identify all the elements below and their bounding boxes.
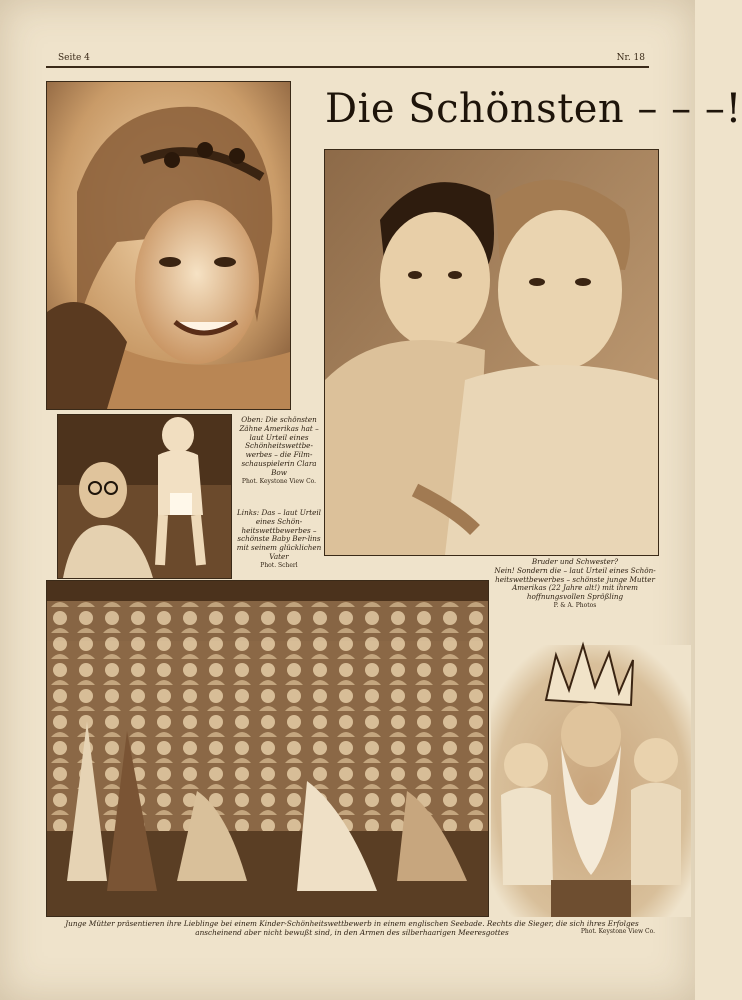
caption-baby	[236, 509, 322, 571]
caption-bottom-credit: Phot. Keystone View Co.	[580, 928, 655, 935]
page-number: Seite 4	[58, 53, 90, 63]
caption-clara-bow	[236, 416, 322, 486]
photo-clara-bow	[46, 81, 291, 410]
photo-mothers-crowd	[46, 580, 489, 917]
caption-mother-lead: Bruder und Schwester?	[531, 557, 619, 566]
caption-clara-bow-text: Oben: Die schönsten Zähne Amerikas hat – laut Urteil eines Schönheitswettbe-werbes – die Film-schauspielerin Clara Bow	[239, 415, 319, 477]
header-rule	[46, 66, 649, 68]
caption-mother	[490, 558, 660, 611]
crowd-image	[47, 581, 488, 916]
photo-baby-with-father	[57, 414, 232, 579]
page-headline: Die Schönsten – – –!	[325, 86, 742, 132]
baby-father-image	[58, 415, 231, 578]
issue-number: Nr. 18	[616, 53, 645, 63]
caption-clara-bow-credit: Phot. Keystone View Co.	[241, 477, 317, 485]
mother-son-image	[325, 150, 658, 555]
caption-mother-credit: P. & A. Photos	[553, 601, 597, 609]
photo-sea-god-with-children	[491, 645, 691, 917]
caption-baby-text: Links: Das – laut Urteil eines Schön-heitswettbewerbes – schönste Baby Ber-lins mit seinem glücklichen Vater	[236, 508, 322, 561]
caption-baby-credit: Phot. Scherl	[260, 561, 298, 569]
caption-bottom: Junge Mütter präsentieren ihre Lieblinge bei einem Kinder-Schönheitswettbewerb in einem englischen Seebade. Rechts die Sieger, die sich ihres Erfolges anscheinend aber nicht bewußt sind, in den Armen des silberhaarigen Meeresgottes	[65, 919, 639, 937]
clara-bow-image	[47, 82, 290, 409]
sea-god-image	[491, 645, 691, 917]
photo-mother-and-son	[324, 149, 659, 556]
caption-mother-text: Nein! Sondern die – laut Urteil eines Schön-heitswettbewerbes – schönste junge Mutter Amerikas (22 Jahre alt!) mit ihrem hoffnungsvollen Sprößling	[494, 565, 656, 602]
